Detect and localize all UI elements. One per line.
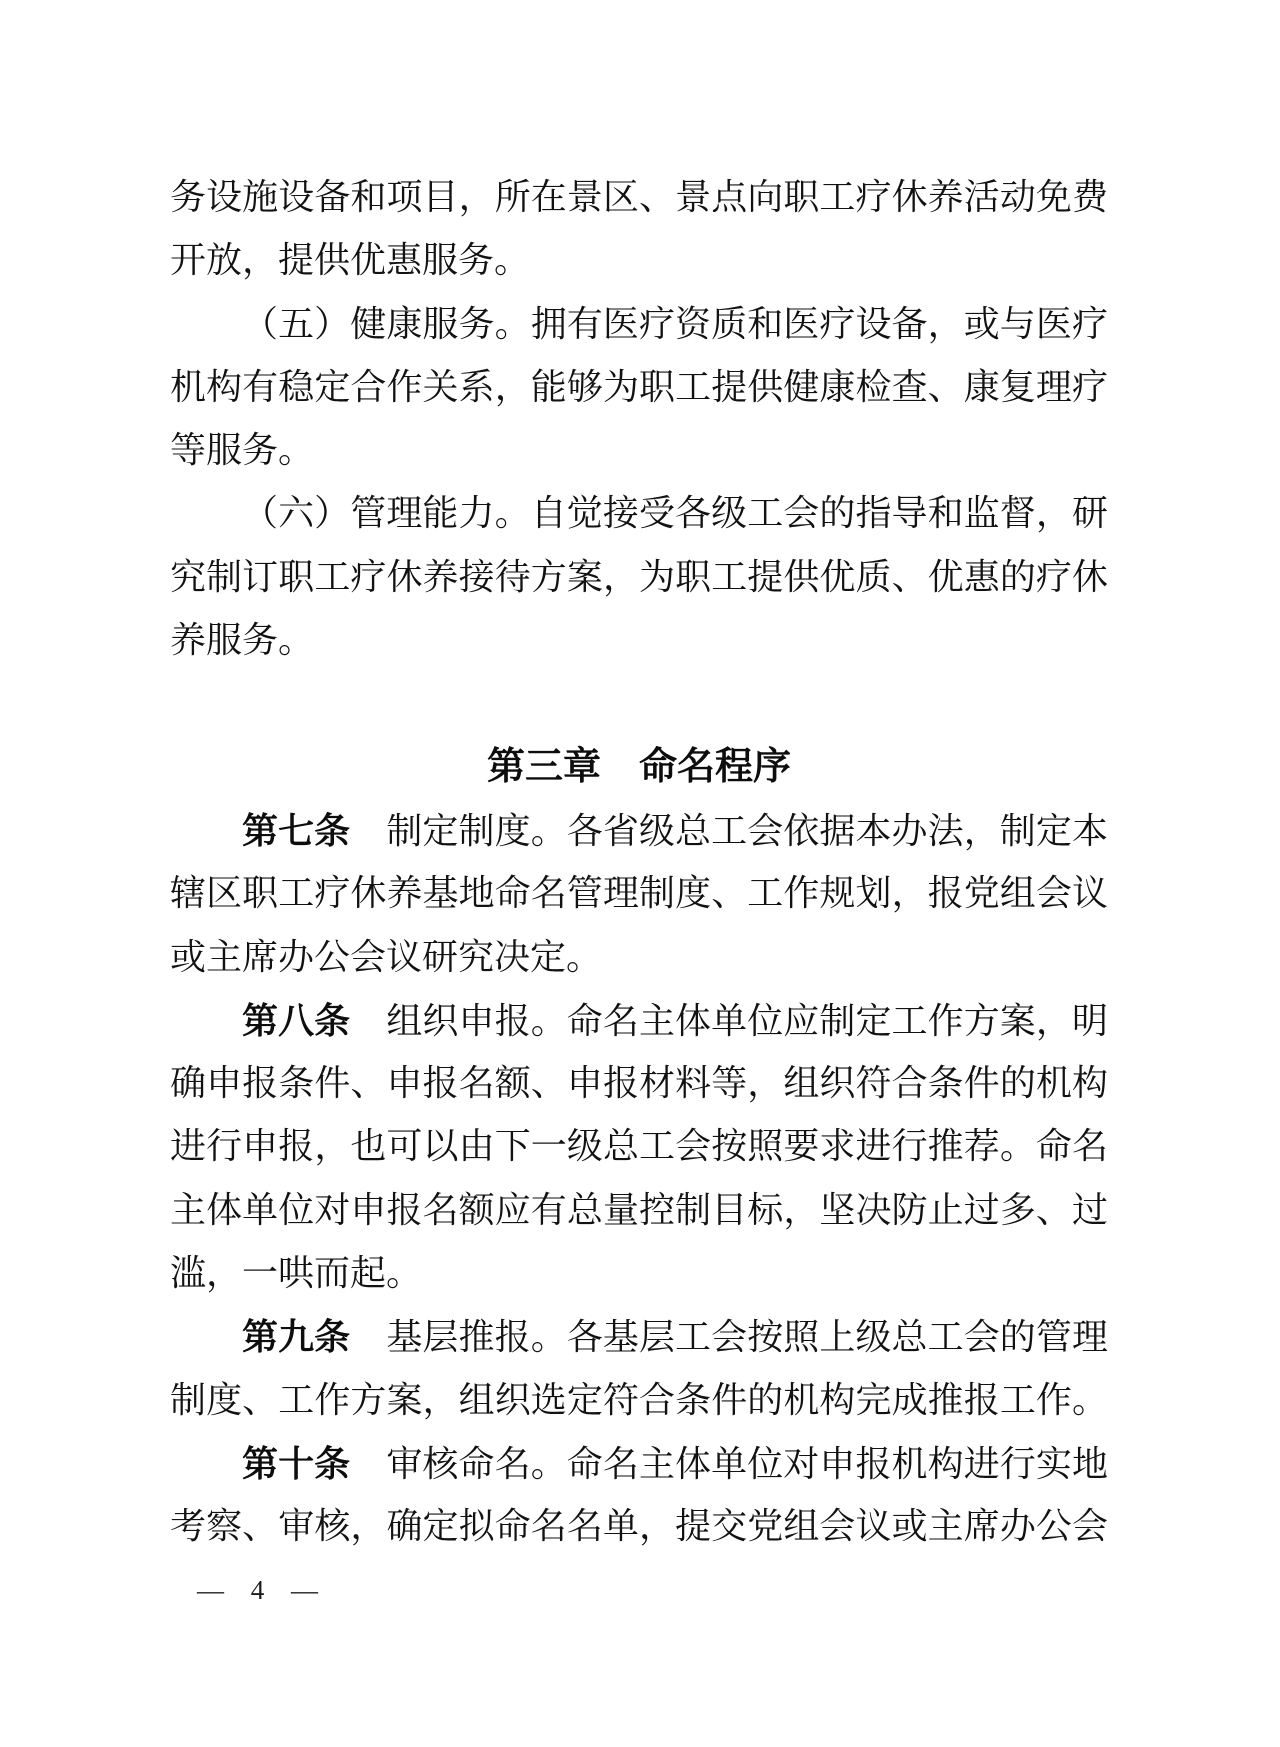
- body-text: 制定制度。各省级总工会依据本办法，制定本: [350, 810, 1108, 851]
- article-number: 第十条: [242, 1442, 351, 1484]
- text-line: [170, 862, 1108, 925]
- article-number: 第八条: [242, 999, 351, 1041]
- article-number: 第九条: [242, 1316, 351, 1358]
- text-line: [170, 1179, 1108, 1242]
- text-line: [170, 926, 1108, 989]
- body-text: 务设施设备和项目，所在景区、景点向职工疗休养活动免费: [170, 177, 1108, 217]
- text-line: [170, 356, 1108, 419]
- body-text: 等服务。: [170, 430, 315, 471]
- body-text: 进行申报，也可以由下一级总工会按照要求进行推荐。命名: [170, 1126, 1108, 1167]
- text-line: [170, 609, 1108, 672]
- chapter-heading-text: 第三章 命名程序: [486, 745, 791, 788]
- body-text: 组织申报。命名主体单位应制定工作方案，明: [350, 1000, 1108, 1041]
- body-text: 机构有稳定合作关系，能够为职工提供健康检查、康复理疗: [170, 366, 1108, 407]
- body-text: 或主席办公会议研究决定。: [170, 936, 603, 977]
- text-line: [170, 482, 1108, 545]
- article-number: 第七条: [242, 809, 351, 851]
- body-text: 究制订职工疗休养接待方案，为职工提供优质、优惠的疗休: [170, 556, 1108, 597]
- text-line: [170, 1052, 1108, 1115]
- page-number-label: — 4 —: [197, 1575, 320, 1605]
- text-line: [170, 1495, 1108, 1558]
- text-line: [170, 419, 1108, 482]
- text-line: [170, 1305, 1108, 1368]
- body-text: 制度、工作方案，组织选定符合条件的机构完成推报工作。: [170, 1379, 1108, 1420]
- page-number: [197, 1559, 320, 1622]
- chapter-heading: [170, 736, 1108, 799]
- body-text: 辖区职工疗休养基地命名管理制度、工作规划，报党组会议: [170, 873, 1108, 914]
- text-line: [170, 1242, 1108, 1305]
- text-line: [170, 546, 1108, 609]
- text-line: [170, 799, 1108, 862]
- text-line: [170, 1369, 1108, 1432]
- text-line: [170, 1432, 1108, 1495]
- body-text: 审核命名。命名主体单位对申报机构进行实地: [350, 1443, 1108, 1484]
- text-line: [170, 166, 1108, 229]
- body-text: （六）管理能力。自觉接受各级工会的指导和监督，研: [242, 493, 1108, 534]
- blank-line: [170, 672, 1108, 735]
- body-text: 基层推报。各基层工会按照上级总工会的管理: [350, 1317, 1108, 1358]
- body-text: 养服务。: [170, 620, 315, 661]
- body-text: （五）健康服务。拥有医疗资质和医疗设备，或与医疗: [242, 303, 1108, 344]
- text-line: [170, 1115, 1108, 1178]
- document-body: [170, 166, 1108, 1559]
- text-line: [170, 293, 1108, 356]
- body-text: 考察、审核，确定拟命名名单，提交党组会议或主席办公会: [170, 1506, 1108, 1547]
- body-text: 确申报条件、申报名额、申报材料等，组织符合条件的机构: [170, 1063, 1108, 1104]
- body-text: 开放，提供优惠服务。: [170, 240, 531, 281]
- body-text: 主体单位对申报名额应有总量控制目标，坚决防止过多、过: [170, 1189, 1108, 1230]
- text-line: [170, 229, 1108, 292]
- text-line: [170, 989, 1108, 1052]
- body-text: 滥，一哄而起。: [170, 1253, 423, 1294]
